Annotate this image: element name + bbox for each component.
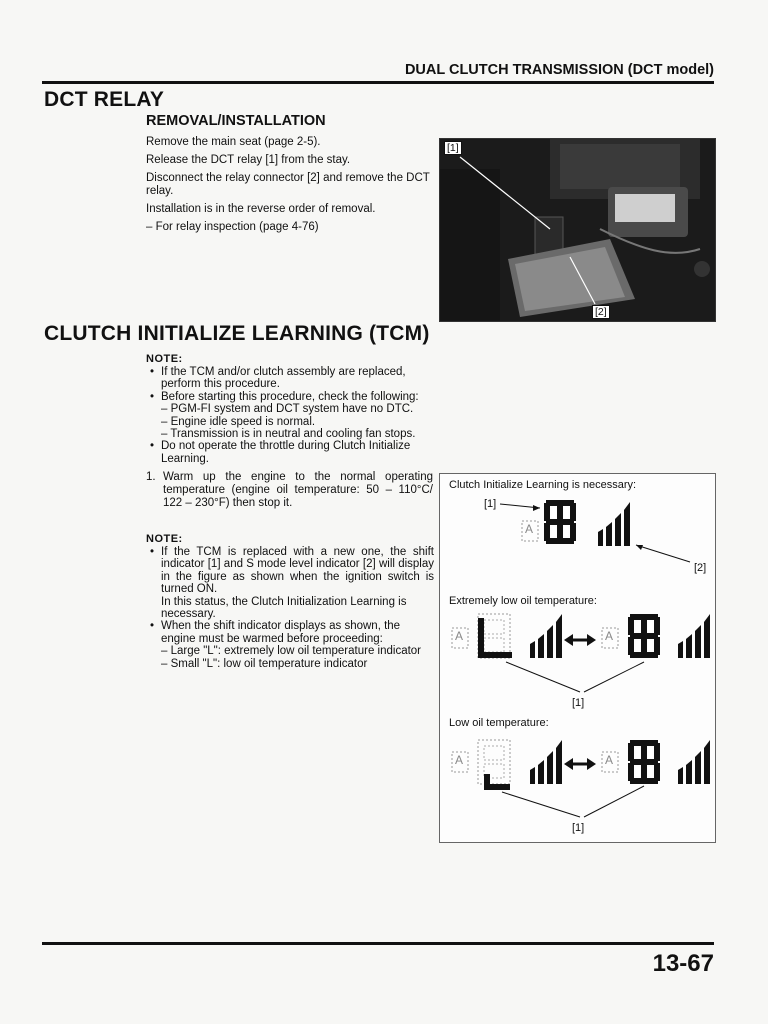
note-item: • When the shift indicator displays as shown, the engine must be warmed before proceeding:: [150, 620, 401, 645]
running-header: DUAL CLUTCH TRANSMISSION (DCT model): [404, 62, 714, 78]
indicator-figures: [440, 474, 715, 842]
page-number: 13-67: [652, 950, 714, 977]
note2-label: NOTE:: [146, 533, 183, 545]
row-extremely-low: [452, 614, 710, 692]
s-mode-level-bars: [598, 502, 630, 546]
alternating-arrow-icon: [564, 758, 596, 770]
step-installation: Installation is in the reverse order of removal.: [146, 203, 376, 215]
relay-photo-illustration: [440, 139, 715, 321]
step-remove-seat: Remove the main seat (page 2-5).: [146, 136, 321, 148]
subsection-title-removal: REMOVAL/INSTALLATION: [146, 113, 326, 129]
note-subitem: – Transmission is in neutral and cooling fan stops.: [161, 428, 416, 441]
s-mode-level-bars: [530, 740, 562, 784]
caption-extremely-low-temp: Extremely low oil temperature:: [449, 595, 597, 607]
s-mode-level-bars: [678, 614, 710, 658]
shift-indicator-digit-dotted: [478, 740, 510, 784]
note-list-2: [146, 546, 434, 670]
a-mode-glyph: A: [605, 629, 614, 643]
a-mode-glyph: A: [525, 522, 534, 536]
row-low: [452, 740, 710, 817]
label-shift-indicator: [1]: [572, 697, 585, 709]
note-item: • If the TCM and/or clutch assembly are replaced, perform this procedure.: [150, 366, 406, 391]
indicator-diagram: [439, 473, 716, 843]
s-mode-level-bars: [678, 740, 710, 784]
note-item: • Before starting this procedure, check the following:: [150, 390, 419, 403]
note-subitem: – Small "L": low oil temperature indicator: [161, 657, 368, 670]
section-title-dct-relay: DCT RELAY: [44, 88, 165, 111]
photo-callout-2: [2]: [592, 305, 610, 319]
a-mode-glyph: A: [455, 629, 464, 643]
note-item: • Do not operate the throttle during Clutch Initialize Learning.: [150, 440, 411, 465]
step-warm-engine: Warm up the engine to the normal operating temperature (engine oil temperature: 50 – 110°C/ 122 – 230°F) then stop it.: [163, 471, 433, 509]
note-subitem: – Engine idle speed is normal.: [161, 415, 316, 428]
step-release-relay: Release the DCT relay [1] from the stay.: [146, 154, 351, 166]
alternating-arrow-icon: [564, 634, 596, 646]
note-subitem: – PGM-FI system and DCT system have no DTC.: [161, 403, 414, 416]
note-subtext: In this status, the Clutch Initialization Learning is necessary.: [161, 595, 407, 621]
step-disconnect-connector: Disconnect the relay connector [2] and remove the DCT relay.: [146, 172, 430, 197]
header-rule: [42, 81, 714, 84]
s-mode-level-bars: [530, 614, 562, 658]
shift-indicator-digit: [628, 614, 660, 658]
caption-low-temp: Low oil temperature:: [449, 717, 549, 729]
note-subitem: – Large "L": extremely low oil temperature indicator: [161, 645, 422, 658]
note-label: NOTE:: [146, 353, 183, 365]
section-title-clutch-learning: CLUTCH INITIALIZE LEARNING (TCM): [44, 322, 430, 345]
step-relay-inspection: – For relay inspection (page 4-76): [146, 221, 319, 233]
caption-learning-necessary: Clutch Initialize Learning is necessary:: [449, 479, 637, 491]
note-item: • If the TCM is replaced with a new one, the shift indicator [1] and S mode level indicator [2] will display in the figure as shown when the ignition switch is turned ON.: [150, 546, 434, 596]
small-l-indicator: [484, 774, 510, 790]
label-s-mode-indicator: [2]: [694, 562, 707, 574]
a-mode-glyph: A: [605, 753, 614, 767]
shift-indicator-digit: [628, 740, 660, 784]
label-shift-indicator: [1]: [484, 498, 497, 510]
shift-indicator-digit: [544, 500, 576, 544]
large-l-indicator: [478, 618, 512, 658]
note-list-1: [146, 366, 434, 465]
label-shift-indicator: [1]: [572, 822, 585, 834]
a-mode-glyph: A: [455, 753, 464, 767]
relay-photo: [439, 138, 716, 322]
photo-callout-1: [1]: [444, 141, 462, 155]
footer-rule: [42, 942, 714, 945]
step-number: 1.: [146, 471, 156, 483]
